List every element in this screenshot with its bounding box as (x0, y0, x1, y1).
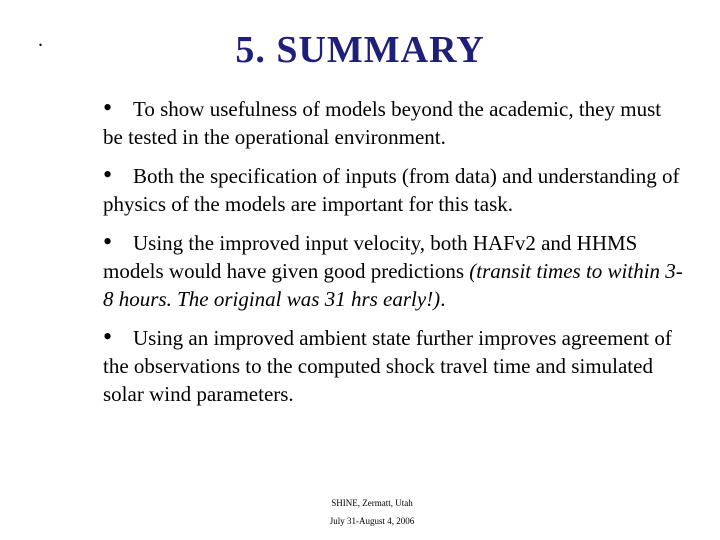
bullet-dot-icon: • (103, 93, 113, 122)
bullet-item (103, 228, 683, 313)
bullet-dot-icon: • (103, 322, 113, 351)
footer-line-2: July 31-August 4, 2006 (329, 516, 415, 526)
bullet-text: Using an improved ambient state further improves agreement of the observations to the computed shock travel time and simulated solar wind parameters. (103, 326, 672, 406)
slide-footer (0, 494, 720, 530)
slide-title: 5. SUMMARY (235, 29, 485, 71)
bullet-tail: . (440, 287, 446, 311)
bullet-dot-icon: • (103, 227, 113, 256)
bullet-italic-text: (transit times to within 3-8 hours. The original was 31 hrs early!) (103, 259, 683, 311)
bullet-item (103, 323, 683, 408)
bullet-dot-icon: • (103, 160, 113, 189)
corner-dot: . (38, 29, 43, 51)
footer-line-1: SHINE, Zermatt, Utah (331, 498, 413, 508)
bullet-text: Using the improved input velocity, both HAFv2 and HHMS models would have given good predictions (103, 231, 638, 283)
bullet-item (103, 161, 683, 218)
bullet-item (103, 94, 683, 151)
bullet-text: To show usefulness of models beyond the academic, they must be tested in the operational environment. (103, 97, 662, 149)
bullet-list (103, 94, 683, 418)
bullet-text: Both the specification of inputs (from data) and understanding of physics of the models are important for this task. (103, 164, 680, 216)
